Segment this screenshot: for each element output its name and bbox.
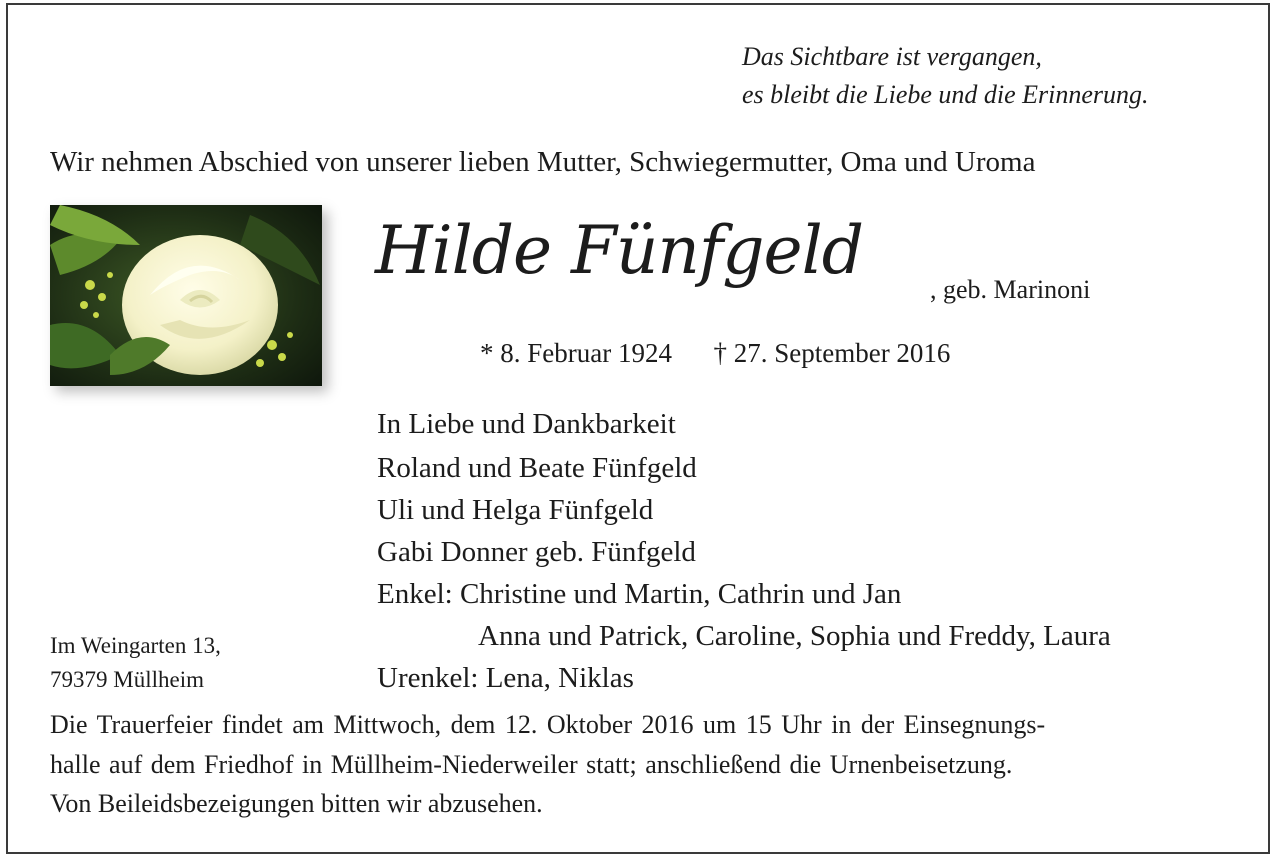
birth-date: * 8. Februar 1924	[480, 338, 672, 368]
address-city: 79379 Müllheim	[50, 667, 204, 692]
white-rose-photo	[50, 205, 322, 386]
grandchildren-line: Enkel: Christine und Martin, Cathrin und Jan	[377, 578, 902, 610]
mourner-line: Gabi Donner geb. Fünfgeld	[377, 536, 696, 568]
mourner-line: In Liebe und Dankbarkeit	[377, 408, 676, 440]
address-street: Im Weingarten 13,	[50, 633, 221, 658]
mourner-line: Roland und Beate Fünfgeld	[377, 452, 697, 484]
great-grandchildren-line: Urenkel: Lena, Niklas	[377, 662, 634, 694]
life-dates	[480, 338, 950, 369]
funeral-notice-line-3: Von Beileidsbezeigungen bitten wir abzusehen.	[50, 789, 543, 818]
motto-line-2: es bleibt die Liebe und die Erinnerung.	[742, 80, 1149, 109]
mourner-line: Uli und Helga Fünfgeld	[377, 494, 654, 526]
maiden-name: , geb. Marinoni	[930, 275, 1091, 304]
funeral-notice-line-1: Die Trauerfeier findet am Mittwoch, dem 12. Oktober 2016 um 15 Uhr in der Einsegnungs-	[50, 710, 1046, 739]
deceased-name: Hilde Fünfgeld	[375, 212, 863, 289]
intro-text: Wir nehmen Abschied von unserer lieben Mutter, Schwiegermutter, Oma und Uroma	[50, 146, 1036, 178]
funeral-notice-line-2: halle auf dem Friedhof in Müllheim-Niederweiler statt; anschließend die Urnenbeisetzung.	[50, 750, 1013, 779]
motto-line-1: Das Sichtbare ist vergangen,	[742, 42, 1042, 71]
death-date: † 27. September 2016	[713, 338, 951, 368]
grandchildren-line-2: Anna und Patrick, Caroline, Sophia und Freddy, Laura	[478, 620, 1111, 652]
